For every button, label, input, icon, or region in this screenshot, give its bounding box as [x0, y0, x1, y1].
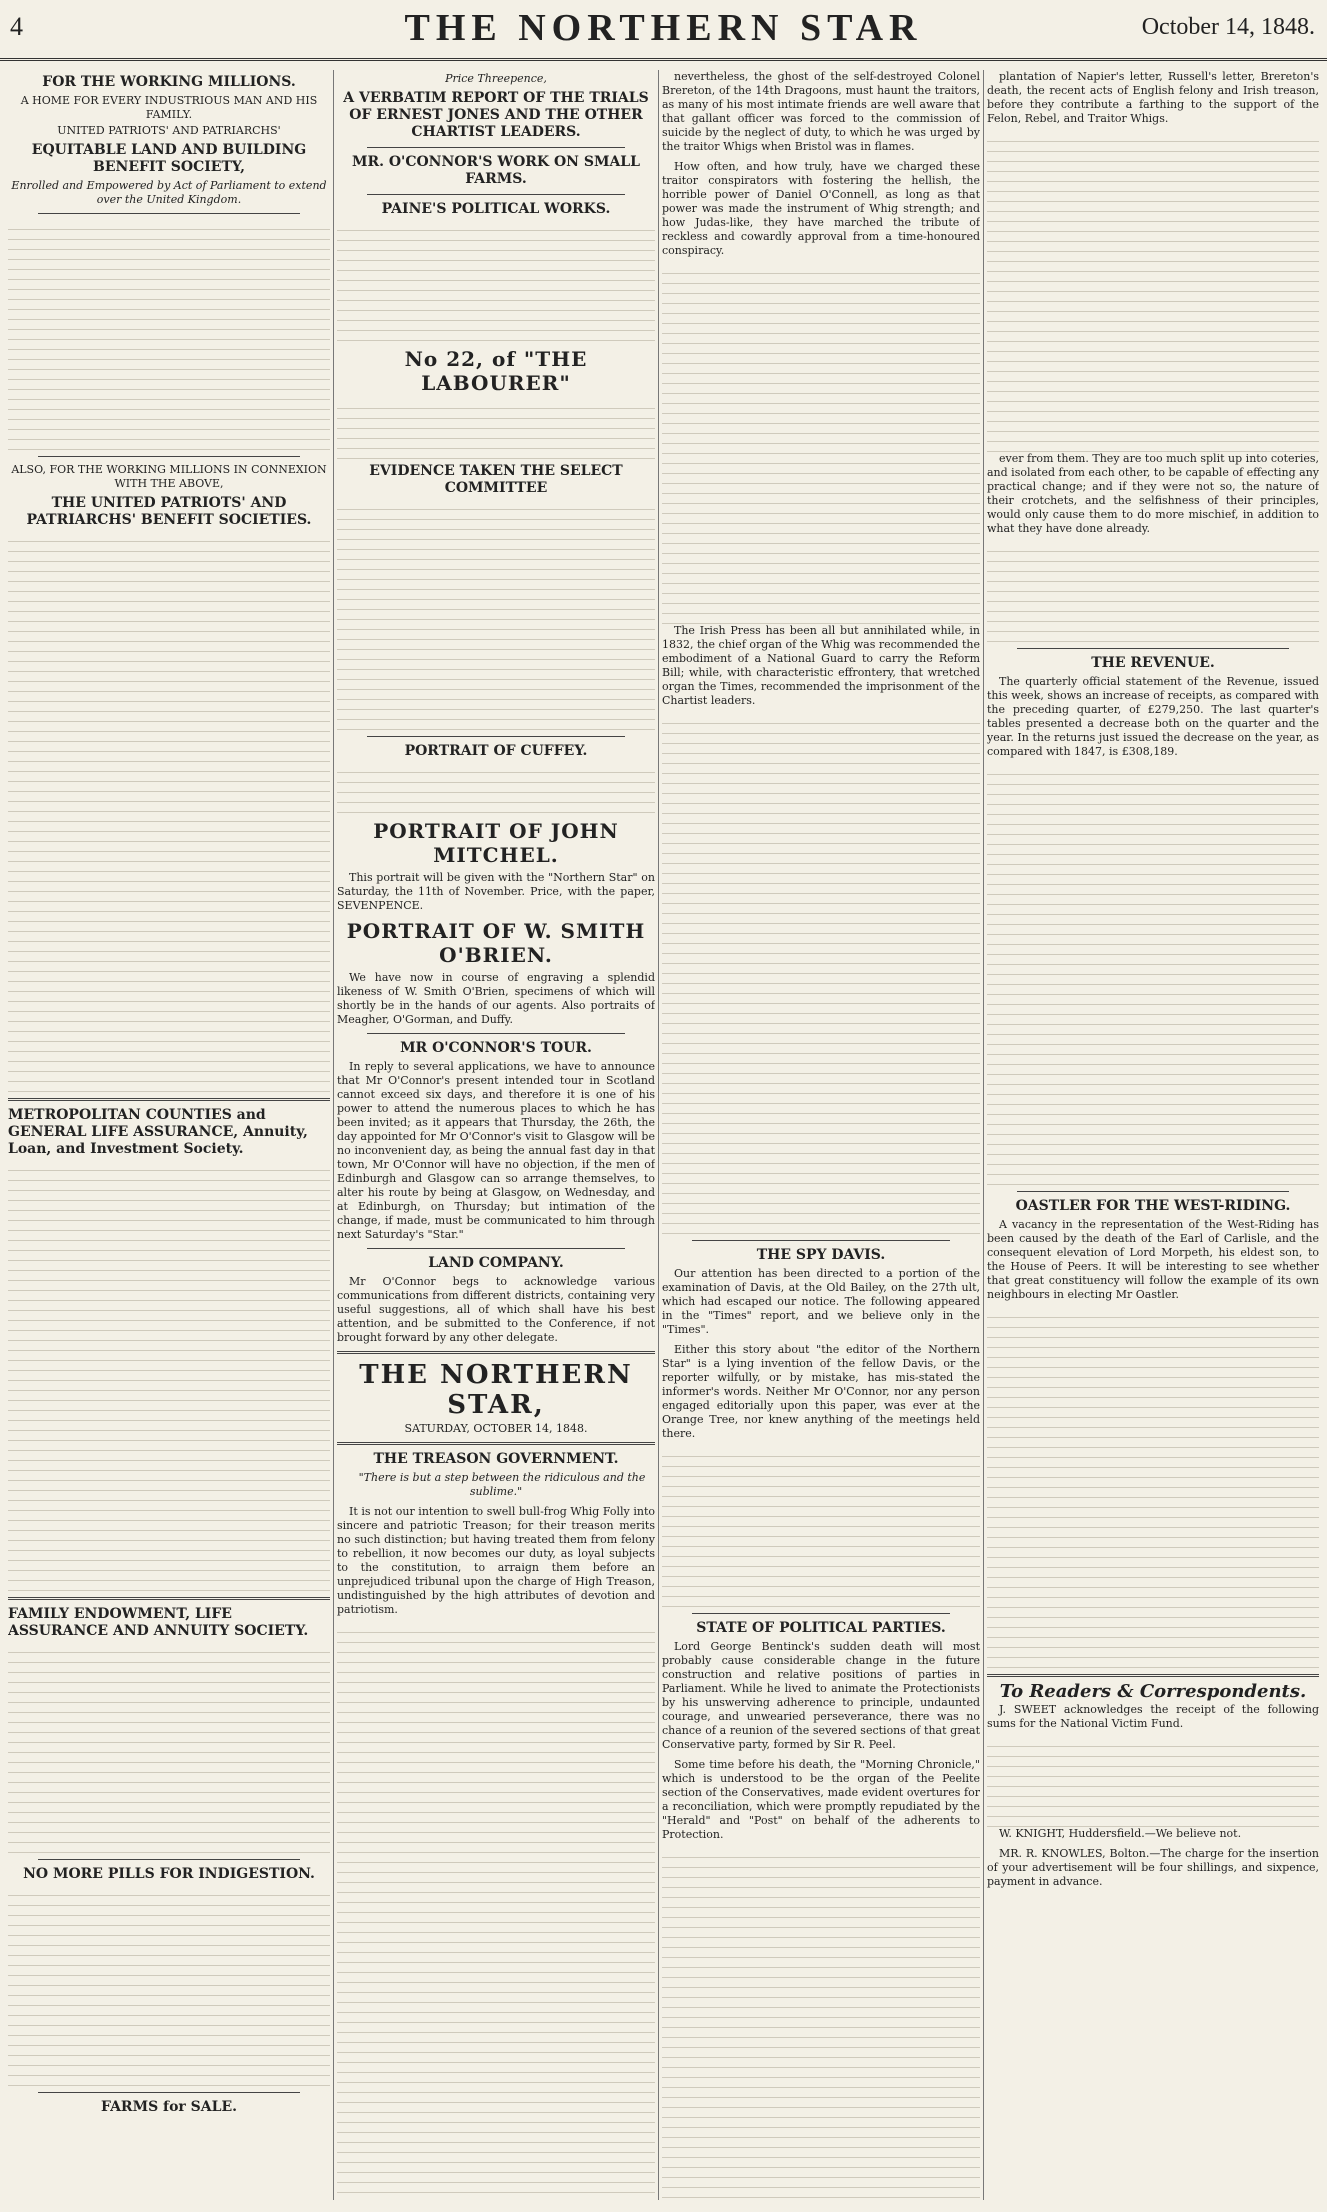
heading: NO MORE PILLS FOR INDIGESTION.	[23, 1866, 315, 1882]
subheading: ALSO, FOR THE WORKING MILLIONS IN CONNEXION WITH THE ABOVE,	[11, 463, 327, 490]
paragraph: MR. R. KNOWLES, Bolton.—The charge for the insertion of your advertisement will be four shillings, and sixpence, payment in advance.	[987, 1847, 1319, 1888]
text-block	[662, 264, 980, 624]
paragraph: The Irish Press has been all but annihilated while, in 1832, the chief organ of the Whig was recommended the embodiment of a National Guard to carry the Reform Bill; while, with characteristic effrontery, that wretched organ the Times, recommended the imprisonment of the Chartist leaders.	[662, 624, 980, 707]
heading: METROPOLITAN COUNTIES and GENERAL LIFE ASSURANCE, Annuity, Loan, and Investment Society.	[8, 1107, 308, 1157]
text-block	[987, 1308, 1319, 1668]
text-block	[662, 1848, 980, 2200]
paragraph: We have now in course of engraving a splendid likeness of W. Smith O'Brien, specimens of which will shortly be in the hands of our agents. Also portraits of Meagher, O'Gorman, and Duffy.	[337, 971, 655, 1026]
paragraph: Lord George Bentinck's sudden death will most probably cause considerable change in the future construction and relative positions of parties in Parliament. While he lived to animate the Protectionists by his unswerving adherence to principle, undaunted courage, and unwearied perseverance, there was no chance of a reunion of the severed sections of that great Conservative party, formed by Sir R. Peel.	[662, 1640, 980, 1751]
text-block	[662, 1447, 980, 1607]
divider	[38, 456, 300, 457]
paragraph: How often, and how truly, have we charged these traitor conspirators with fostering the hellish, the horrible power of Daniel O'Connell, as long as that power was made the instrument of Whig strength; and how Judas-like, they have marched the tribute of reckless and cowardly approval from a time-honoured conspiracy.	[662, 160, 980, 257]
column-rule	[983, 70, 984, 2200]
paragraph: A vacancy in the representation of the West-Riding has been caused by the death of the Earl of Carlisle, and the consequent elevation of Lord Morpeth, his eldest son, to the House of Peers. It will be interesting to see whether that great constituency will follow the example of its own neighbours in electing Mr Oastler.	[987, 1218, 1319, 1301]
text-block	[987, 765, 1319, 1185]
page-number: 4	[10, 12, 23, 41]
divider	[987, 1674, 1319, 1677]
divider	[367, 736, 625, 737]
heading: No 22, of "THE LABOURER"	[404, 347, 588, 395]
text-block	[662, 714, 980, 1234]
paragraph: The quarterly official statement of the Revenue, issued this week, shows an increase of receipts, as compared with the preceding quarter, of £279,250. The last quarter's tables presented a decrease both on the quarter and the year. In the returns just issued the decrease on the year, as compared with 1847, is £308,189.	[987, 675, 1319, 758]
divider	[692, 1240, 950, 1241]
divider	[8, 1098, 330, 1101]
column-4	[987, 70, 1319, 2200]
heading: PORTRAIT OF CUFFEY.	[404, 743, 588, 759]
text-block	[8, 1886, 330, 2086]
text-block	[8, 1643, 330, 1853]
newspaper-title: THE NORTHERN STAR	[404, 7, 923, 49]
text-block	[337, 1623, 655, 2200]
heading: PORTRAIT OF JOHN MITCHEL.	[373, 819, 619, 867]
text-block	[8, 220, 330, 450]
issue-date: October 14, 1848.	[1141, 14, 1315, 40]
divider	[367, 147, 625, 148]
heading: STATE OF POLITICAL PARTIES.	[696, 1620, 946, 1636]
paragraph: Either this story about "the editor of the Northern Star" is a lying invention of the fellow Davis, or the reporter wilfully, or by mistake, has mis-stated the informer's words. Neither Mr O'Connor, nor any person engaged editorially upon this paper, was ever at the Orange Tree, nor knew anything of the meetings held there.	[662, 1343, 980, 1440]
heading: FARMS for SALE.	[100, 2099, 238, 2115]
divider	[1017, 1191, 1289, 1192]
divider	[692, 1613, 950, 1614]
divider	[367, 194, 625, 195]
column-rule	[333, 70, 334, 2200]
paragraph: J. SWEET acknowledges the receipt of the following sums for the National Victim Fund.	[987, 1703, 1319, 1730]
text-block	[337, 763, 655, 813]
divider	[1017, 648, 1289, 649]
paragraph: ever from them. They are too much split up into coteries, and isolated from each other, to be capable of effecting any practical change; and if they were not so, the nature of their crotchets, and the selfishness of their principles, would only cause them to do more mischief, in addition to what they have done already.	[987, 452, 1319, 535]
rates-table	[8, 532, 330, 1092]
heading: FOR THE WORKING MILLIONS.	[42, 74, 296, 90]
heading: PORTRAIT OF W. SMITH O'BRIEN.	[346, 919, 646, 967]
heading: To Readers & Correspondents.	[999, 1681, 1307, 1702]
subheading: UNITED PATRIOTS' AND PATRIARCHS'	[57, 124, 281, 137]
text-block	[337, 399, 655, 459]
paragraph: plantation of Napier's letter, Russell's letter, Brereton's death, the recent acts of English felony and Irish treason, before they contribute a farthing to the support of the Felon, Rebel, and Traitor Whigs.	[987, 70, 1319, 125]
paragraph: nevertheless, the ghost of the self-destroyed Colonel Brereton, of the 14th Dragoons, must haunt the traitors, as many of his most intimate friends are well aware that that gallant officer was forced to the commission of suicide by the neglect of duty, to which he was urged by the traitor Whigs when Bristol was in flames.	[662, 70, 980, 153]
heading: MR O'CONNOR'S TOUR.	[400, 1040, 592, 1056]
divider	[367, 1033, 625, 1034]
subheading: A HOME FOR EVERY INDUSTRIOUS MAN AND HIS FAMILY.	[20, 94, 318, 121]
paragraph: Our attention has been directed to a portion of the examination of Davis, at the Old Bailey, on the 27th ult, which had escaped our notice. The following appeared in the "Times" report, and we believe only in the "Times".	[662, 1267, 980, 1336]
issue-date-editorial: SATURDAY, OCTOBER 14, 1848.	[404, 1422, 588, 1435]
divider	[8, 1597, 330, 1600]
column-1	[8, 70, 330, 2200]
text-block	[8, 1161, 330, 1591]
heading: THE SPY DAVIS.	[756, 1247, 886, 1263]
text-block	[987, 132, 1319, 452]
newspaper-title-editorial: THE NORTHERN STAR,	[359, 1360, 633, 1420]
column-rule	[658, 70, 659, 2200]
divider	[337, 1351, 655, 1354]
heading: THE TREASON GOVERNMENT.	[373, 1451, 619, 1467]
heading: MR. O'CONNOR'S WORK ON SMALL FARMS.	[351, 154, 640, 187]
paragraph: Some time before his death, the "Morning Chronicle," which is understood to be the organ of the Peelite section of the Conservatives, made evident overtures for a reconciliation, which were promptly repudiated by the "Herald" and "Post" on behalf of the adherents to Protection.	[662, 1758, 980, 1841]
heading: FAMILY ENDOWMENT, LIFE ASSURANCE AND ANNUITY SOCIETY.	[8, 1606, 309, 1639]
epigraph: "There is but a step between the ridiculous and the sublime."	[358, 1471, 646, 1498]
heading: EQUITABLE LAND AND BUILDING BENEFIT SOCIETY,	[31, 142, 307, 175]
text-block	[337, 221, 655, 341]
masthead	[0, 0, 1327, 61]
column-3	[662, 70, 980, 2200]
paragraph: In reply to several applications, we have to announce that Mr O'Connor's present intended tour in Scotland cannot exceed six days, and therefore it is one of his power to attend the numerous places to which he has been invited; as it appears that Thursday, the 26th, the day appointed for Mr O'Connor's visit to Glasgow will be no inconvenient day, as being the annual fast day in that town, Mr O'Connor will have no objection, if the men of Edinburgh and Glasgow can so arrange themselves, to alter his route by being at Glasgow, on Wednesday, and at Edinburgh, on Thursday; but intimation of the change, if made, must be communicated to him through next Saturday's "Star."	[337, 1060, 655, 1241]
divider	[38, 1859, 300, 1860]
text-block	[337, 500, 655, 730]
heading: OASTLER FOR THE WEST-RIDING.	[1015, 1198, 1291, 1214]
column-2	[337, 70, 655, 2200]
paragraph: It is not our intention to swell bull-frog Whig Folly into sincere and patriotic Treason; for their treason merits no such distinction; but having treated them from felony to rebellion, it now becomes our duty, as loyal subjects to the constitution, to arraign them before an unprejudiced tribunal upon the charge of High Treason, undistinguished by the high attributes of devotion and patriotism.	[337, 1505, 655, 1616]
paragraph: This portrait will be given with the "Northern Star" on Saturday, the 11th of November. Price, with the paper, SEVENPENCE.	[337, 871, 655, 912]
divider	[38, 213, 300, 214]
divider	[337, 1442, 655, 1445]
divider	[38, 2092, 300, 2093]
heading: LAND COMPANY.	[428, 1255, 564, 1271]
heading: PAINE'S POLITICAL WORKS.	[381, 201, 611, 217]
text-block	[987, 542, 1319, 642]
heading: THE REVENUE.	[1091, 655, 1215, 671]
paragraph: Mr O'Connor begs to acknowledge various communications from different districts, containing very useful suggestions, all of which shall have his best attention, and be submitted to the Conference, if not brought forward by any other delegate.	[337, 1275, 655, 1344]
subscription-list	[987, 1737, 1319, 1827]
paragraph: W. KNIGHT, Huddersfield.—We believe not.	[999, 1827, 1242, 1840]
heading: A VERBATIM REPORT OF THE TRIALS OF ERNEST JONES AND THE OTHER CHARTIST LEADERS.	[343, 90, 649, 140]
subheading: Enrolled and Empowered by Act of Parliament to extend over the United Kingdom.	[11, 179, 327, 206]
heading: THE UNITED PATRIOTS' AND PATRIARCHS' BENEFIT SOCIETIES.	[26, 495, 312, 528]
subheading: Price Threepence,	[445, 72, 547, 85]
heading: EVIDENCE TAKEN THE SELECT COMMITTEE	[369, 463, 623, 496]
divider	[367, 1248, 625, 1249]
